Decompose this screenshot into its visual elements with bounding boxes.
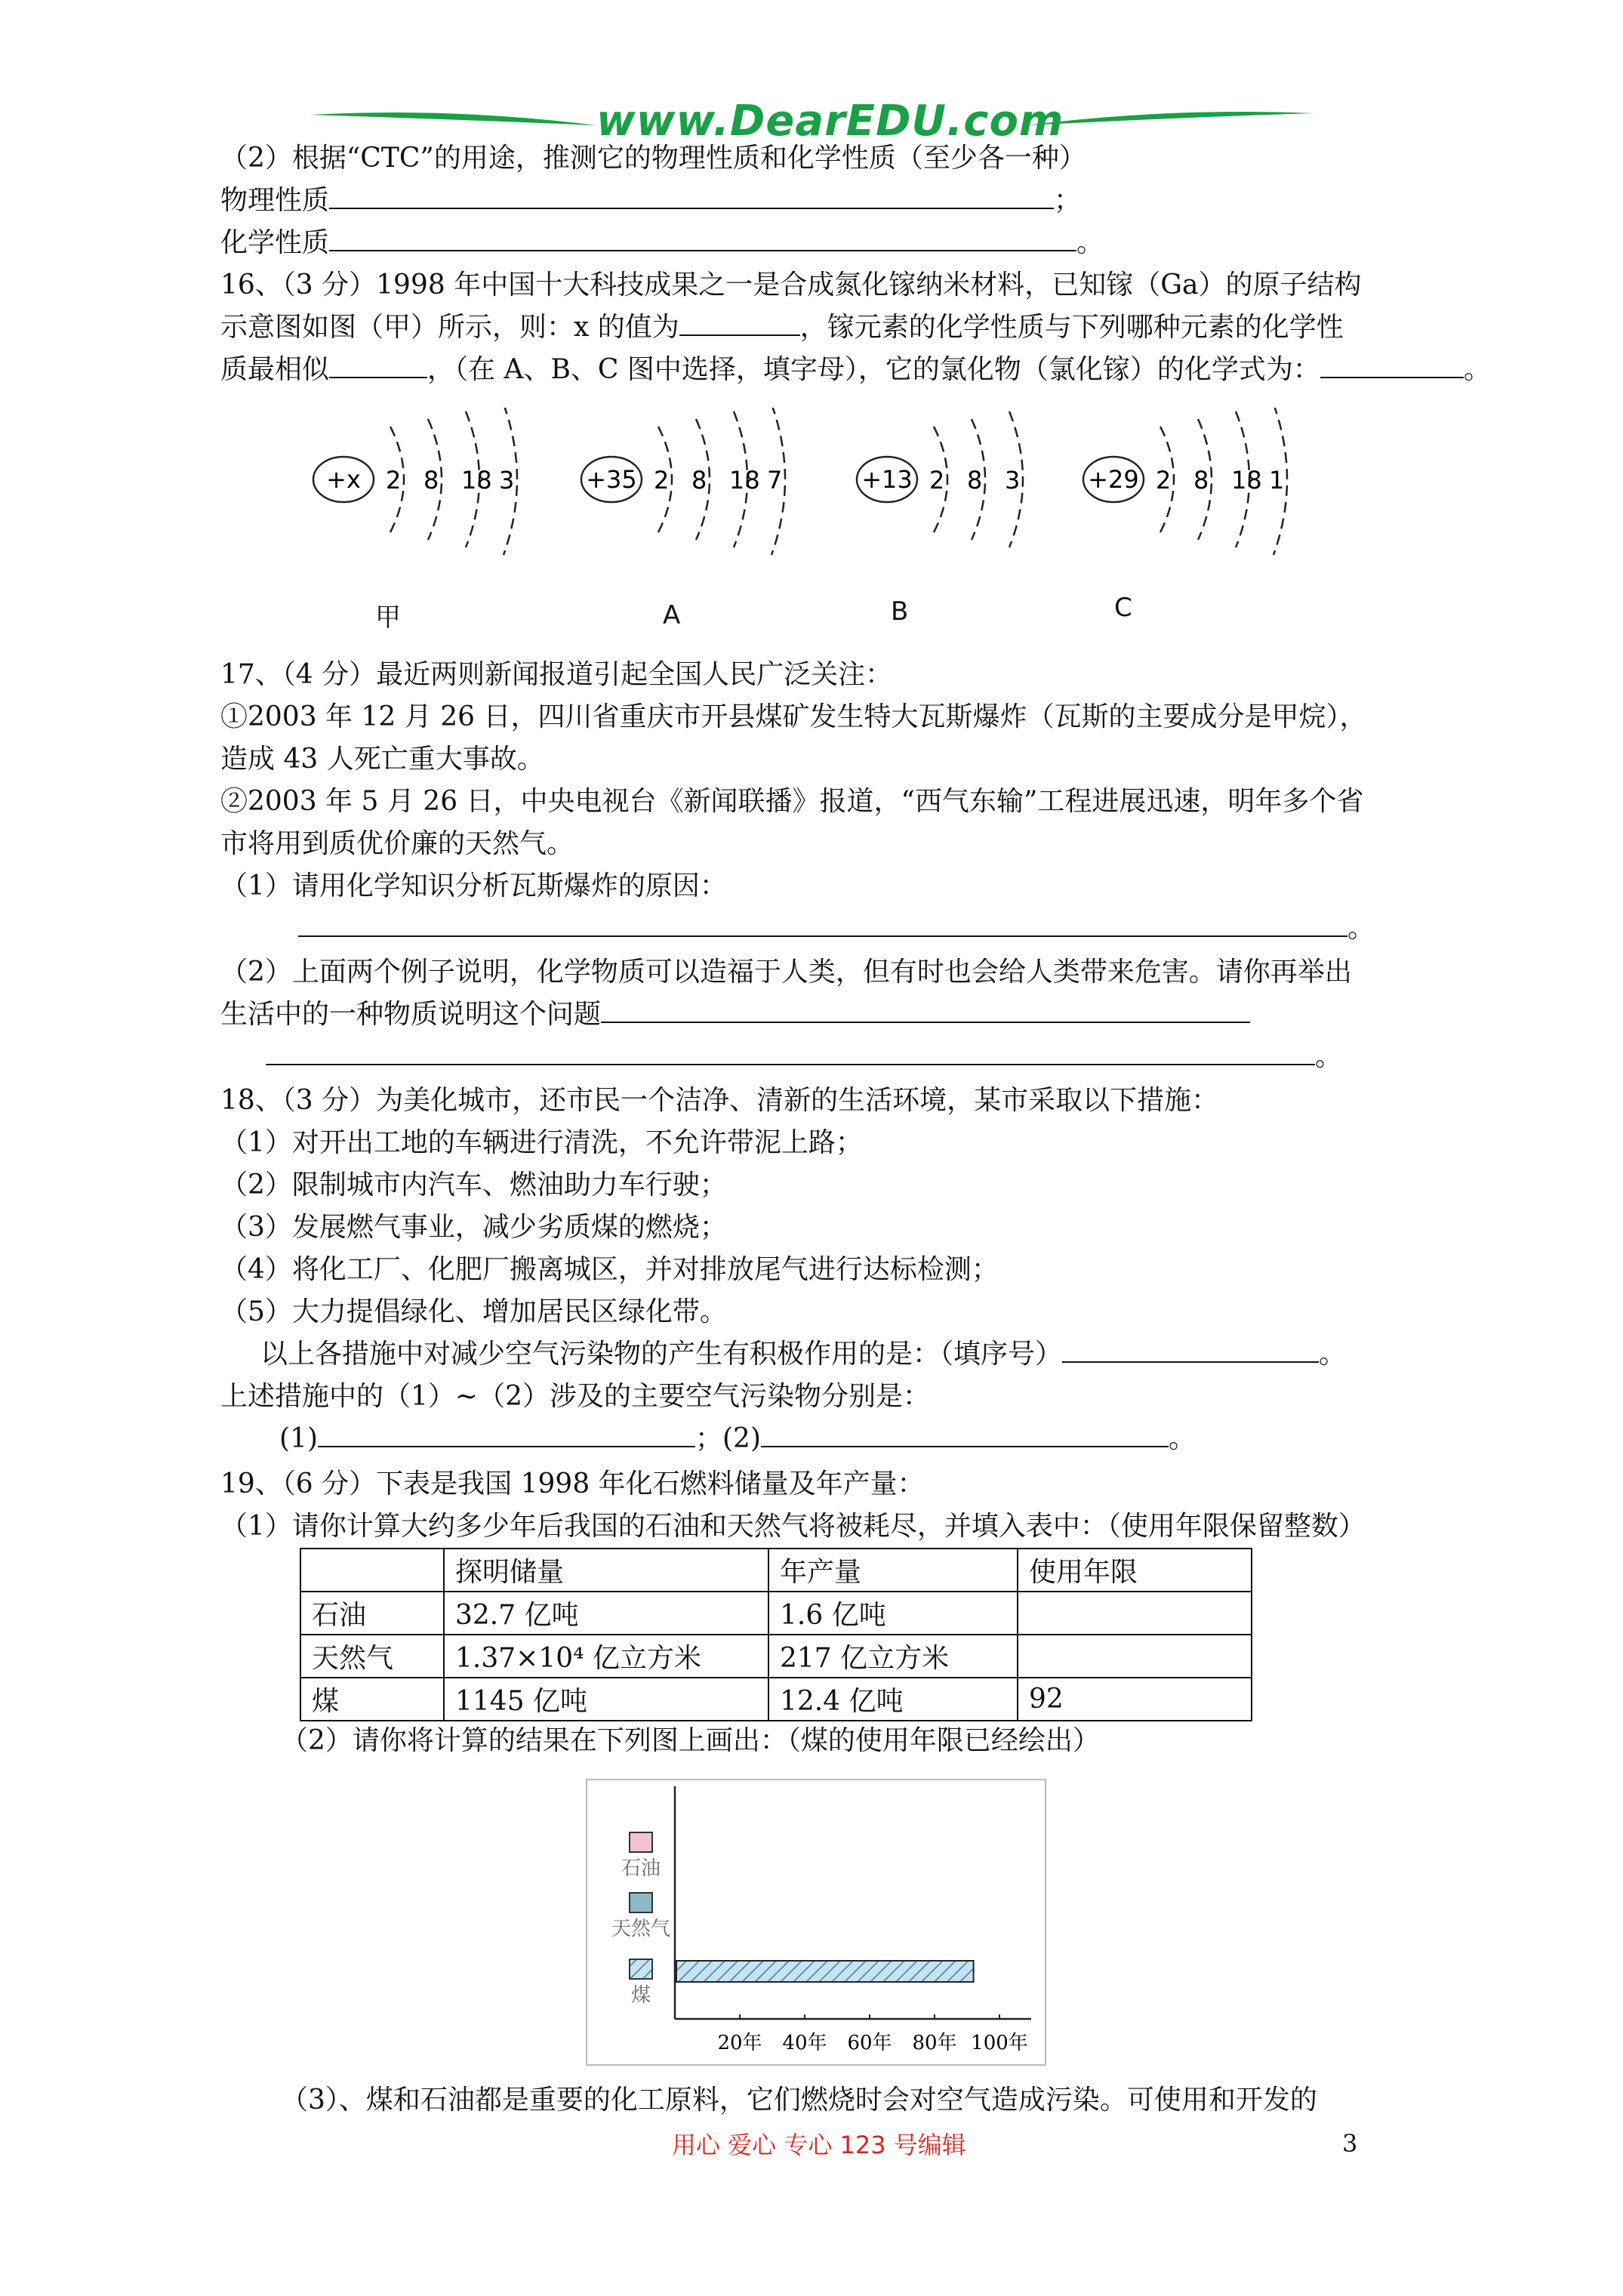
atom-label-b: B xyxy=(891,596,909,627)
x-tick-label: 40年 xyxy=(782,2032,827,2054)
q18-line1: 18、（3 分）为美化城市，还市民一个洁净、清新的生活环境，某市采取以下措施： xyxy=(220,1085,1219,1116)
fuel-years-chart xyxy=(586,1779,1046,2066)
x-tick-label: 80年 xyxy=(912,2032,957,2054)
q18-ans2-blank[interactable] xyxy=(761,1420,1169,1447)
electron-count: 1 xyxy=(1269,466,1285,495)
q18-ans1-label: (1) xyxy=(279,1423,318,1454)
q17-line4: ②2003 年 5 月 26 日，中央电视台《新闻联播》报道，“西气东输”工程进展迅速，明年多个省 xyxy=(220,786,1364,817)
table-cell: 煤 xyxy=(300,1678,444,1721)
bar-2 xyxy=(676,1961,974,1982)
q16-line3b: ，（在 A、B、C 图中选择，填字母），它的氯化物（氯化镓）的化学式为： xyxy=(427,354,1320,385)
nucleus-charge: +13 xyxy=(861,465,913,494)
q17-part1-end: 。 xyxy=(1347,913,1375,944)
legend-swatch xyxy=(630,1959,652,1979)
q17-part2b-text: 生活中的一种物质说明这个问题 xyxy=(220,999,602,1030)
legend-swatch xyxy=(630,1893,652,1912)
table-cell: 1.37×10⁴ 亿立方米 xyxy=(444,1635,768,1678)
electron-count: 8 xyxy=(423,466,439,495)
footer-text: 用心 爱心 专心 123 号编辑 xyxy=(672,2131,966,2159)
legend-swatch xyxy=(630,1832,652,1852)
table-header: 年产量 xyxy=(768,1549,1018,1592)
atom-diagram-3 xyxy=(1083,408,1287,555)
category-label: 天然气 xyxy=(611,1918,671,1940)
category-label: 石油 xyxy=(621,1857,661,1880)
q17-part1-blank[interactable] xyxy=(298,910,1347,937)
q17-part1-answer xyxy=(298,909,1375,948)
table-row xyxy=(300,1592,1252,1635)
q17-part2-end: 。 xyxy=(1315,1041,1343,1072)
electron-count: 18 xyxy=(729,466,760,495)
page-number: 3 xyxy=(1342,2129,1358,2158)
atom-label-a: A xyxy=(663,600,681,630)
q17-line2: ①2003 年 12 月 26 日，四川省重庆市开县煤矿发生特大瓦斯爆炸（瓦斯的主要成分是甲烷）， xyxy=(220,701,1367,732)
atom-diagram-1 xyxy=(581,408,785,555)
q17-part1: （1）请用化学知识分析瓦斯爆炸的原因： xyxy=(220,871,727,901)
q17-part2a: （2）上面两个例子说明，化学物质可以造福于人类，但有时也会给人类带来危害。请你再举出 xyxy=(220,957,1352,988)
q16-line2 xyxy=(220,308,1344,347)
q18-ans-end: 。 xyxy=(1169,1423,1196,1454)
q15-chemical-end: 。 xyxy=(1076,227,1104,258)
electron-count: 2 xyxy=(1156,466,1172,495)
table-cell: 天然气 xyxy=(300,1635,444,1678)
q18-question-b: 上述措施中的（1）~（2）涉及的主要空气污染物分别是： xyxy=(220,1381,930,1412)
q16-formula-blank[interactable] xyxy=(1320,351,1464,378)
q16-line3a: 质最相似 xyxy=(220,354,330,385)
table-cell: 1145 亿吨 xyxy=(444,1678,768,1721)
q17-part2-blank1[interactable] xyxy=(601,996,1250,1023)
q17-line3: 造成 43 人死亡重大事故。 xyxy=(220,744,544,775)
electron-count: 8 xyxy=(1193,466,1209,495)
table-row xyxy=(300,1635,1252,1678)
atom-structure-diagrams xyxy=(302,408,1321,634)
atom-label-jia: 甲 xyxy=(375,603,401,633)
q15-physical-end: ； xyxy=(1054,185,1082,216)
q15-physical xyxy=(220,181,1081,220)
q18-question-a-text: 以上各措施中对减少空气污染物的产生有积极作用的是：（填序号） xyxy=(260,1339,1063,1370)
q18-answer-a-blank[interactable] xyxy=(1062,1336,1319,1363)
q15-part2: （2）根据“CTC”的用途，推测它的物理性质和化学性质（至少各一种） xyxy=(220,143,1086,174)
site-logo: www.DearEDU.com xyxy=(596,97,1064,146)
electron-count: 8 xyxy=(967,466,983,495)
q15-chemical-label: 化学性质 xyxy=(220,227,330,258)
q16-line1: 16、（3 分）1998 年中国十大科技成果之一是合成氮化镓纳米材料，已知镓（Ga）的原子结构 xyxy=(220,270,1362,300)
q18-ans1-blank[interactable] xyxy=(318,1420,695,1447)
q16-line2a: 示意图如图（甲）所示，则：x 的值为 xyxy=(220,312,679,343)
electron-count: 2 xyxy=(654,466,670,495)
header-swoosh-right xyxy=(1027,106,1313,136)
q18-item-5: （5）大力提倡绿化、增加居民区绿化带。 xyxy=(220,1296,727,1327)
electron-count: 18 xyxy=(461,466,492,495)
q16-x-blank[interactable] xyxy=(679,309,800,336)
q17-line5: 市将用到质优价廉的天然气。 xyxy=(220,828,574,859)
q18-item-4: （4）将化工厂、化肥厂搬离城区，并对排放尾气进行达标检测； xyxy=(220,1254,999,1285)
electron-count: 8 xyxy=(691,466,707,495)
atom-label-c: C xyxy=(1114,593,1132,623)
q16-line3c: 。 xyxy=(1463,354,1491,385)
table-cell: 32.7 亿吨 xyxy=(444,1592,768,1635)
table-row xyxy=(300,1678,1252,1721)
q18-ans2-label: ；(2) xyxy=(695,1423,761,1454)
table-header xyxy=(300,1549,444,1592)
q18-question-a-end: 。 xyxy=(1319,1339,1347,1370)
electron-count: 3 xyxy=(1005,466,1021,495)
q19-part3: （3）、煤和石油都是重要的化工原料，它们燃烧时会对空气造成污染。可使用和开发的 xyxy=(281,2085,1317,2116)
q17-part2b xyxy=(220,995,1250,1034)
q16-similar-blank[interactable] xyxy=(329,351,427,378)
electron-count: 2 xyxy=(386,466,402,495)
q17-line1: 17、（4 分）最近两则新闻报道引起全国人民广泛关注： xyxy=(220,659,893,690)
table-header: 探明储量 xyxy=(444,1549,768,1592)
q15-physical-blank[interactable] xyxy=(329,182,1054,209)
q18-question-a xyxy=(260,1335,1346,1374)
table-cell: 92 xyxy=(1018,1678,1252,1721)
electron-count: 2 xyxy=(929,466,945,495)
nucleus-charge: +29 xyxy=(1088,465,1139,494)
electron-count: 18 xyxy=(1231,466,1262,495)
header-swoosh-left xyxy=(310,106,596,136)
table-header: 使用年限 xyxy=(1018,1549,1252,1592)
q18-item-1: （1）对开出工地的车辆进行清洗，不允许带泥上路； xyxy=(220,1127,863,1158)
q15-physical-label: 物理性质 xyxy=(220,185,330,216)
table-cell-input[interactable] xyxy=(1018,1592,1252,1635)
q18-answers xyxy=(279,1419,1196,1459)
electron-count: 7 xyxy=(767,466,783,495)
table-cell: 石油 xyxy=(300,1592,444,1635)
q18-item-3: （3）发展燃气事业，减少劣质煤的燃烧； xyxy=(220,1212,727,1243)
x-tick-label: 20年 xyxy=(717,2032,762,2054)
table-cell: 12.4 亿吨 xyxy=(768,1678,1018,1721)
q19-part1: （1）请你计算大约多少年后我国的石油和天然气将被耗尽，并填入表中：（使用年限保留整数） xyxy=(220,1511,1366,1542)
category-label: 煤 xyxy=(630,1984,651,2007)
q18-item-2: （2）限制城市内汽车、燃油助力车行驶； xyxy=(220,1170,727,1200)
x-tick-label: 60年 xyxy=(847,2032,892,2054)
q19-line1: 19、（6 分）下表是我国 1998 年化石燃料储量及年产量： xyxy=(220,1469,925,1499)
table-cell: 217 亿立方米 xyxy=(768,1635,1018,1678)
table-header-row xyxy=(300,1549,1252,1592)
table-cell-input[interactable] xyxy=(1018,1635,1252,1678)
nucleus-charge: +35 xyxy=(586,465,637,494)
q15-chemical-blank[interactable] xyxy=(329,224,1076,251)
q16-line2b: ，镓元素的化学性质与下列哪种元素的化学性 xyxy=(799,312,1344,343)
atom-diagram-0 xyxy=(313,408,517,555)
q16-line3 xyxy=(220,350,1491,390)
atom-diagram-2 xyxy=(857,411,1023,547)
q19-part2: （2）请你将计算的结果在下列图上画出：（煤的使用年限已经绘出） xyxy=(281,1725,1100,1756)
q17-part2-blank2[interactable] xyxy=(266,1038,1315,1065)
x-tick-label: 100年 xyxy=(971,2032,1028,2054)
q17-part2-answer xyxy=(266,1037,1342,1077)
table-cell: 1.6 亿吨 xyxy=(768,1592,1018,1635)
fossil-fuel-table xyxy=(300,1548,1252,1721)
q15-chemical xyxy=(220,223,1104,263)
electron-count: 3 xyxy=(499,466,515,495)
nucleus-charge: +x xyxy=(326,465,361,494)
